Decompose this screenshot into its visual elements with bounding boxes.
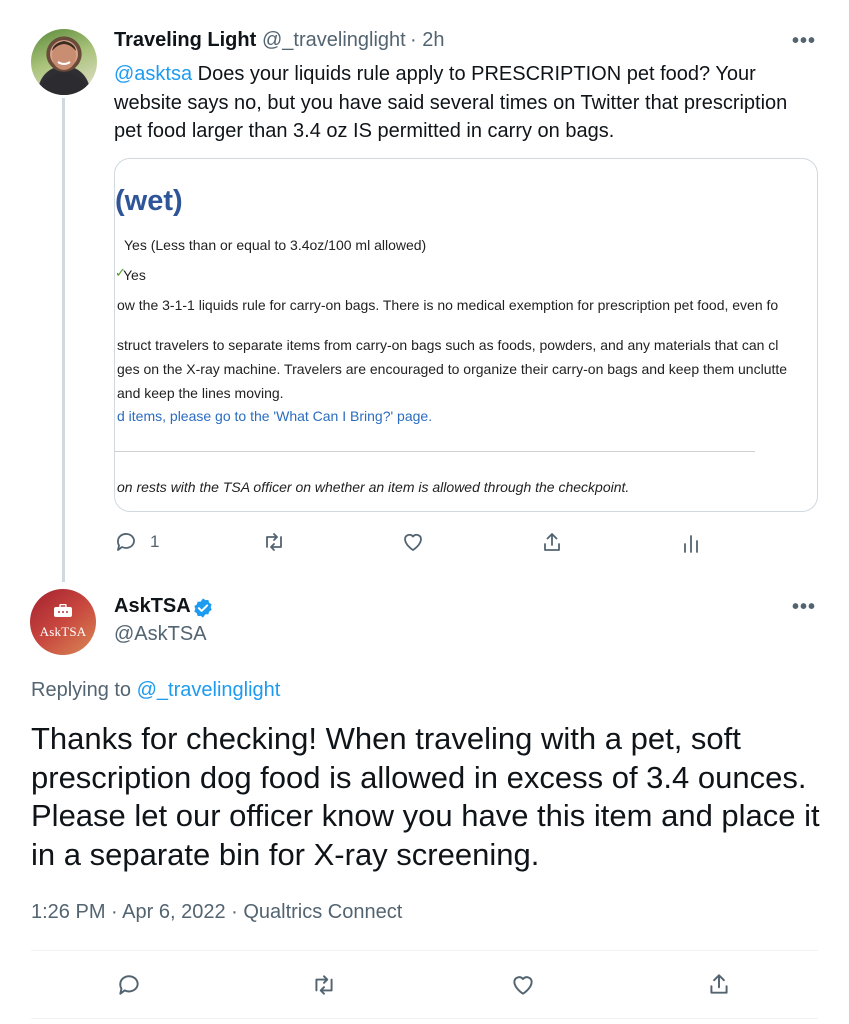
card-link: d items, please go to the 'What Can I Bring?' page. (117, 408, 433, 424)
analytics-button[interactable] (679, 532, 703, 556)
replying-to-handle[interactable]: @_travelinglight (136, 679, 281, 701)
divider (31, 950, 818, 951)
card-line-4: struct travelers to separate items from carry-on bags such as foods, powders, and any materials that can cl (117, 337, 779, 353)
reply-button-2[interactable] (116, 972, 142, 998)
retweet-icon (311, 972, 337, 998)
check-icon: ✓ (115, 265, 126, 280)
replying-to-label: Replying to (31, 679, 137, 701)
card-line-2: Yes (123, 267, 146, 283)
analytics-icon (679, 532, 703, 556)
divider-bottom (31, 1018, 818, 1019)
share-button[interactable] (540, 530, 564, 554)
reply-count: 1 (150, 532, 160, 551)
card-line-6: and keep the lines moving. (117, 385, 284, 401)
mention-link[interactable]: @asktsa (114, 63, 193, 85)
avatar-label: AskTSA (39, 624, 87, 639)
avatar-traveling-light[interactable] (31, 29, 97, 95)
author-handle[interactable]: @_travelinglight (262, 29, 406, 51)
thread-line (62, 98, 65, 582)
share-icon (540, 530, 564, 554)
card-divider (115, 451, 755, 452)
attached-image[interactable] (114, 158, 818, 512)
more-options-icon[interactable]: ••• (792, 30, 817, 52)
like-button[interactable] (401, 530, 425, 554)
like-icon (401, 530, 425, 554)
like-button-2[interactable] (510, 972, 536, 998)
card-line-1: Yes (Less than or equal to 3.4oz/100 ml allowed) (124, 237, 427, 253)
author-name[interactable]: Traveling Light (114, 29, 257, 51)
retweet-button-2[interactable] (311, 972, 337, 998)
reply-icon (116, 972, 142, 998)
card-line-3: ow the 3-1-1 liquids rule for carry-on bags. There is no medical exemption for prescription pet food, even fo (117, 297, 779, 313)
avatar-asktsa[interactable] (30, 589, 96, 655)
reply-author-name[interactable]: AskTSA (114, 595, 191, 617)
suitcase-icon (53, 604, 73, 618)
share-button-2[interactable] (706, 971, 732, 997)
tweet-text: Does your liquids rule apply to PRESCRIPTION pet food? Your website says no, but you have said several times on Twitter that prescription pet food larger than 3.4 oz IS permitted in carry on bags. (114, 63, 788, 142)
retweet-icon (262, 530, 286, 554)
retweet-button[interactable] (262, 530, 286, 554)
replying-to (31, 679, 280, 702)
card-line-8: on rests with the TSA officer on whether an item is allowed through the checkpoint. (117, 479, 630, 495)
reply-tweet-text: Thanks for checking! When traveling with a pet, soft prescription dog food is allowed in excess of 3.4 ounces. Please let our officer know you have this item and place it in a separate bin for X-ray screening. (31, 721, 820, 873)
tweet-time[interactable]: · 2h (410, 29, 445, 51)
like-icon (510, 972, 536, 998)
tweet-timestamp[interactable]: 1:26 PM · Apr 6, 2022 · Qualtrics Connect (31, 901, 403, 923)
reply-button[interactable] (114, 530, 159, 554)
reply-author-handle[interactable]: @AskTSA (114, 623, 207, 645)
tweet-body (114, 60, 804, 146)
card-title: (wet) (115, 185, 183, 217)
reply-icon (114, 530, 138, 554)
verified-badge-icon (192, 597, 214, 619)
share-icon (706, 971, 732, 997)
card-line-5: ges on the X-ray machine. Travelers are encouraged to organize their carry-on bags and keep them unclutte (117, 361, 788, 377)
reply-more-options-icon[interactable]: ••• (792, 596, 817, 618)
